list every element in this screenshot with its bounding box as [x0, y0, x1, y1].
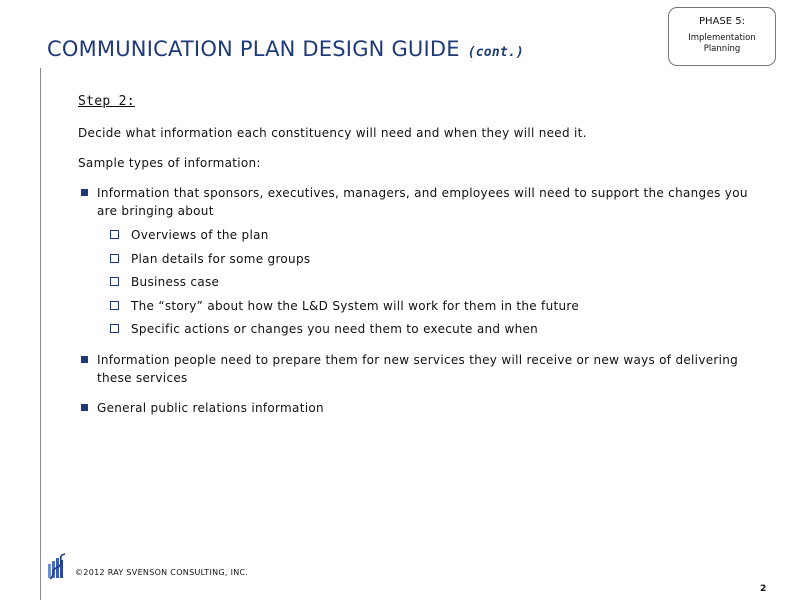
sub-item-text: Plan details for some groups	[131, 252, 311, 266]
phase-badge	[668, 7, 776, 66]
page-number: 2	[760, 584, 767, 594]
step-heading: Step 2:	[78, 94, 135, 109]
sub-item	[110, 252, 310, 266]
phase-label: PHASE 5:	[699, 16, 745, 27]
bullet-item	[78, 184, 758, 220]
title-suffix: (cont.)	[467, 45, 524, 60]
phase-name: Implementation Planning	[688, 33, 756, 54]
checkbox-bullet-icon	[110, 230, 119, 239]
sub-item-text: Business case	[131, 275, 220, 289]
square-bullet-icon	[81, 189, 88, 196]
square-bullet-icon	[81, 356, 88, 363]
sub-item	[110, 228, 269, 242]
sub-item-text: Overviews of the plan	[131, 228, 269, 242]
left-divider	[40, 68, 41, 600]
copyright-text: ©2012 RAY SVENSON CONSULTING, INC.	[75, 568, 249, 577]
intro-text: Decide what information each constituency will need and when they will need it.	[78, 126, 587, 140]
checkbox-bullet-icon	[110, 324, 119, 333]
bullet-text: Information people need to prepare them for new services they will receive or new ways of delivering these services	[97, 353, 739, 385]
bullet-item	[78, 399, 758, 417]
bullet-text: General public relations information	[97, 401, 324, 415]
bullet-item	[78, 351, 758, 387]
square-bullet-icon	[81, 404, 88, 411]
checkbox-bullet-icon	[110, 301, 119, 310]
checkbox-bullet-icon	[110, 254, 119, 263]
sub-item	[110, 322, 538, 336]
sub-item-text: Specific actions or changes you need them to execute and when	[131, 322, 539, 336]
title-main: COMMUNICATION PLAN DESIGN GUIDE	[47, 37, 460, 61]
sub-item-text: The “story” about how the L&D System will work for them in the future	[131, 299, 580, 313]
checkbox-bullet-icon	[110, 277, 119, 286]
sample-heading: Sample types of information:	[78, 156, 261, 170]
sub-item	[110, 275, 219, 289]
page-title	[47, 37, 524, 61]
sub-item	[110, 299, 579, 313]
company-logo-icon	[47, 552, 69, 580]
bullet-text: Information that sponsors, executives, managers, and employees will need to support the changes you are bringing about	[97, 186, 748, 218]
